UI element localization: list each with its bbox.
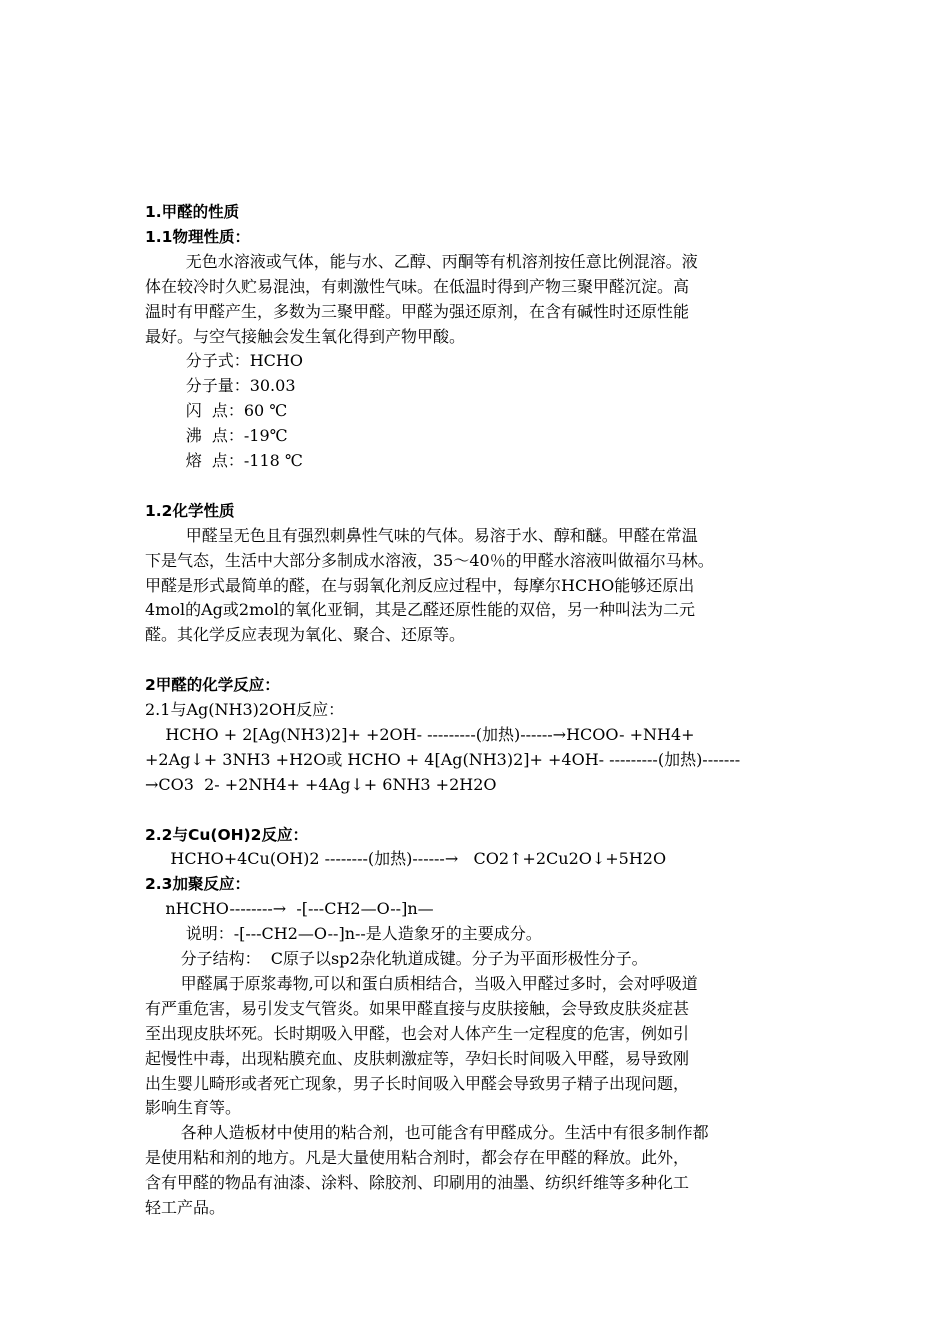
text-line: 4mol的Ag或2mol的氧化亚铜，其是乙醛还原性能的双倍，另一种叫法为二元 bbox=[145, 600, 696, 620]
section-heading: 2.2与Cu(OH)2反应： bbox=[145, 825, 308, 844]
text-line: 轻工产品。 bbox=[145, 1198, 226, 1217]
text-line: 甲醛呈无色且有强烈刺鼻性气味的气体。易溶于水、醇和醚。甲醛在常温 bbox=[145, 525, 698, 545]
text-line: 影响生育等。 bbox=[145, 1098, 242, 1118]
section-heading: 1.甲醛的性质 bbox=[145, 203, 240, 221]
text-line: 甲醛是形式最简单的醛，在与弱氧化剂反应过程中，每摩尔HCHO能够还原出 bbox=[145, 575, 695, 595]
text-line: 2.1与Ag(NH3)2OH反应： bbox=[145, 700, 345, 719]
text-line: 甲醛属于原浆毒物,可以和蛋白质相结合，当吸入甲醛过多时，会对呼吸道 bbox=[145, 973, 698, 993]
text-line: +2Ag↓+ 3NH3 +H2O或 HCHO + 4[Ag(NH3)2]+ +4OH- ---------(加热)------- bbox=[145, 749, 741, 769]
text-line: 各种人造板材中使用的粘合剂，也可能含有甲醛成分。生活中有很多制作都 bbox=[145, 1123, 709, 1143]
text-line: 无色水溶液或气体，能与水、乙醇、丙酮等有机溶剂按任意比例混溶。液 bbox=[145, 251, 698, 271]
text-line: HCHO+4Cu(OH)2 --------(加热)------→ CO2↑+2Cu2O↓+5H2O bbox=[145, 849, 667, 869]
text-line: 是使用粘和剂的地方。凡是大量使用粘合剂时，都会存在甲醛的释放。此外， bbox=[145, 1148, 690, 1168]
text-line: 分子结构： C原子以sp2杂化轨道成键。分子为平面形极性分子。 bbox=[145, 949, 648, 968]
text-line: nHCHO--------→ -[---CH2—O--]n— bbox=[145, 899, 434, 919]
text-line: 分子式：HCHO bbox=[145, 351, 303, 371]
text-line: 沸 点：-19℃ bbox=[145, 426, 288, 446]
section-heading: 2.3加聚反应： bbox=[145, 875, 250, 894]
text-line: 起慢性中毒，出现粘膜充血、皮肤刺激症等，孕妇长时间吸入甲醛，易导致刚 bbox=[145, 1048, 690, 1068]
section-heading: 2甲醛的化学反应： bbox=[145, 676, 280, 695]
text-line: 含有甲醛的物品有油漆、涂料、除胶剂、印刷用的油墨、纺织纤维等多种化工 bbox=[145, 1173, 690, 1193]
text-line: 至出现皮肤坏死。长时期吸入甲醛，也会对人体产生一定程度的危害，例如引 bbox=[145, 1023, 690, 1043]
text-line: 有严重危害，易引发支气管炎。如果甲醛直接与皮肤接触，会导致皮肤炎症甚 bbox=[145, 998, 690, 1018]
text-line: 下是气态，生活中大部分多制成水溶液，35～40％的甲醛水溶液叫做福尔马林。 bbox=[145, 550, 714, 570]
text-line: 闪 点：60 ℃ bbox=[145, 401, 288, 421]
text-line: HCHO + 2[Ag(NH3)2]+ +2OH- ---------(加热)------→HCOO- +NH4+ bbox=[145, 724, 695, 744]
text-line: 熔 点：-118 ℃ bbox=[145, 451, 303, 470]
text-line: 最好。与空气接触会发生氧化得到产物甲酸。 bbox=[145, 326, 466, 346]
text-line: →CO3 2- +2NH4+ +4Ag↓+ 6NH3 +2H2O bbox=[145, 774, 497, 794]
text-line: 温时有甲醛产生，多数为三聚甲醛。甲醛为强还原剂，在含有碱性时还原性能 bbox=[145, 301, 690, 321]
section-heading: 1.2化学性质 bbox=[145, 501, 235, 520]
section-heading: 1.1物理性质： bbox=[145, 227, 250, 246]
text-line: 出生婴儿畸形或者死亡现象，男子长时间吸入甲醛会导致男子精子出现问题， bbox=[145, 1073, 690, 1093]
text-line: 体在较冷时久贮易混浊，有刺激性气味。在低温时得到产物三聚甲醛沉淀。高 bbox=[145, 276, 690, 296]
text-line: 分子量：30.03 bbox=[145, 376, 296, 396]
text-line: 说明：-[---CH2—O--]n--是人造象牙的主要成分。 bbox=[145, 924, 542, 944]
text-line: 醛。其化学反应表现为氧化、聚合、还原等。 bbox=[145, 625, 466, 645]
